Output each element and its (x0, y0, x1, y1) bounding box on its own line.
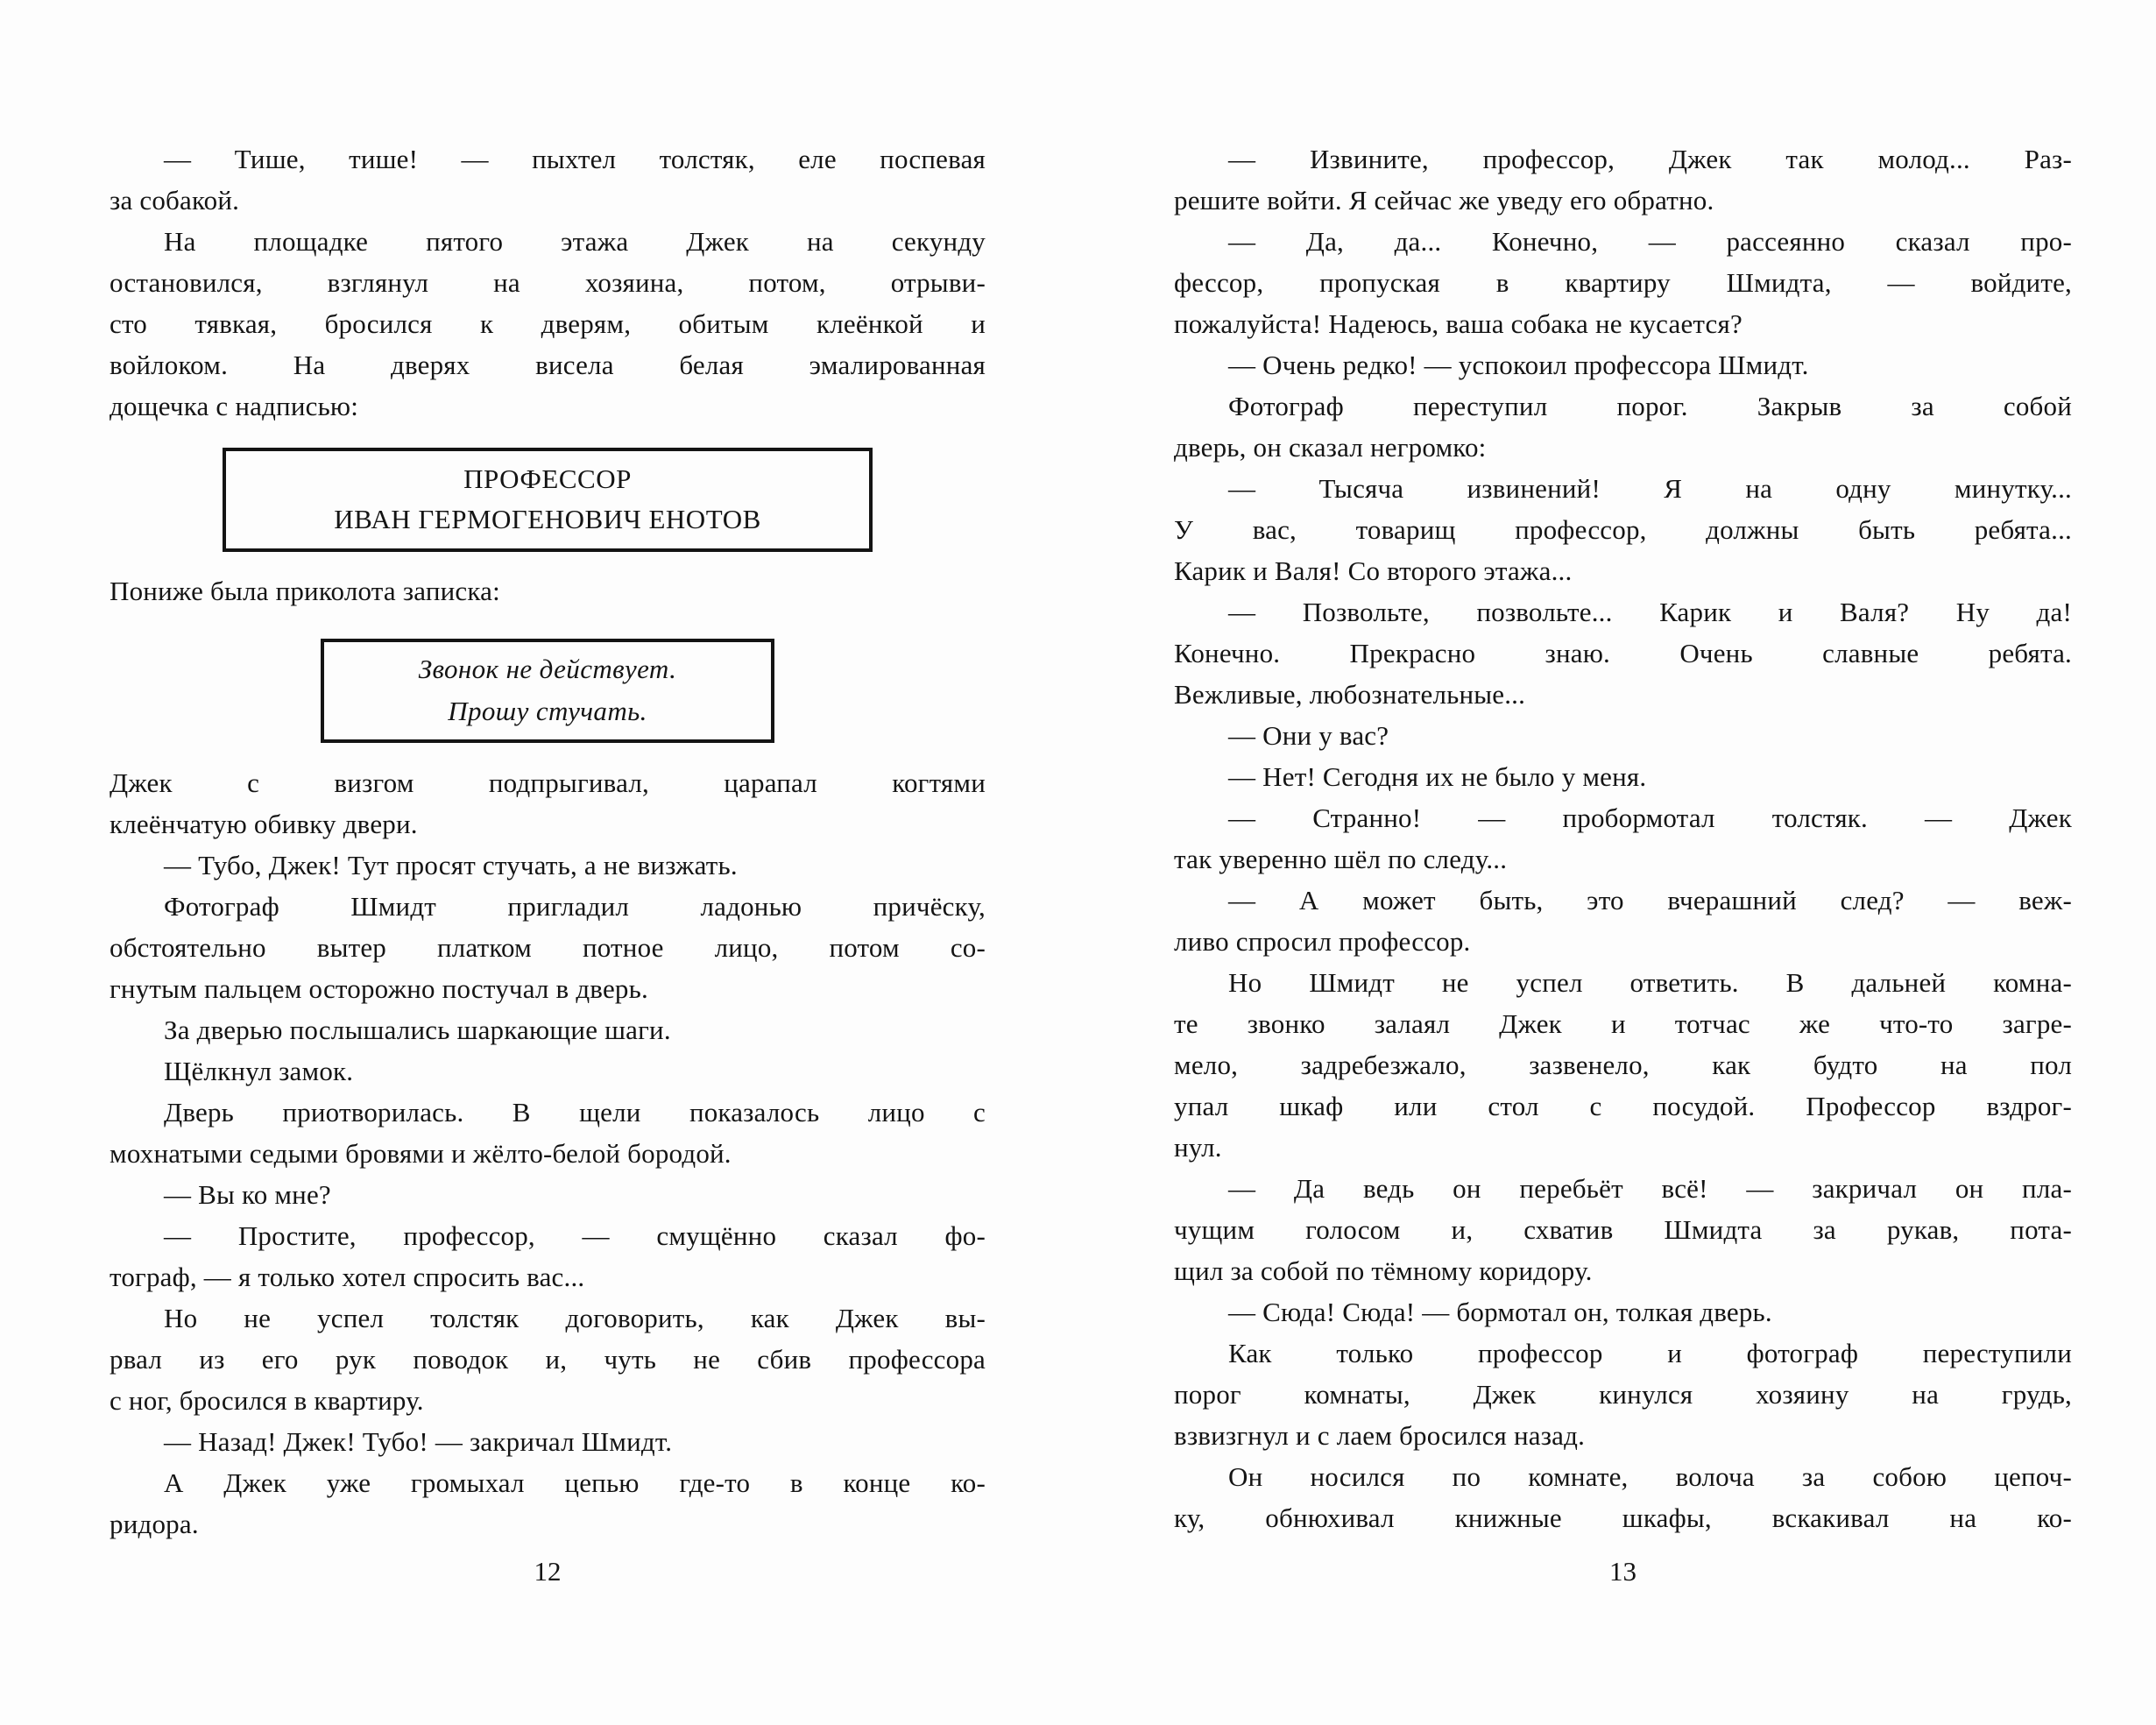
text-line: взвизгнул и с лаем бросился назад. (1174, 1420, 1586, 1451)
page-number-right: 13 (1609, 1556, 1636, 1587)
text-line: — А может быть, это вчерашний след? — веж- (1228, 885, 2072, 916)
door-note-line: Звонок не действует. (418, 654, 677, 684)
text-line: — Тубо, Джек! Тут просят стучать, а не визжать. (164, 850, 738, 880)
text-line: гнутым пальцем осторожно постучал в дверь. (110, 973, 648, 1004)
text-line: клеёнчатую обивку двери. (110, 809, 418, 839)
text-line: Он носился по комнате, волоча за собою цепоч- (1228, 1461, 2072, 1492)
page-left-text-column (110, 138, 986, 1545)
text-line: так уверенно шёл по следу... (1174, 844, 1508, 874)
text-line: упал шкаф или стол с посудой. Профессор вздрог- (1174, 1091, 2072, 1121)
text-line: Но не успел толстяк договорить, как Джек вы- (164, 1303, 986, 1333)
text-line: У вас, товарищ профессор, должны быть ребята... (1174, 514, 2072, 545)
text-line: обстоятельно вытер платком потное лицо, потом со- (110, 932, 986, 963)
text-line: тограф, — я только хотел спросить вас... (110, 1262, 585, 1292)
text-line: Вежливые, любознательные... (1174, 679, 1526, 710)
text-line: чущим голосом и, схватив Шмидта за рукав, пота- (1174, 1214, 2072, 1245)
text-line: — Сюда! Сюда! — бормотал он, толкая дверь. (1228, 1297, 1772, 1327)
text-line: — Тише, тише! — пыхтел толстяк, еле поспевая (164, 144, 986, 174)
text-line: Как только профессор и фотограф переступили (1228, 1338, 2072, 1368)
text-line: Конечно. Прекрасно знаю. Очень славные ребята. (1174, 638, 2072, 668)
text-line: — Вы ко мне? (164, 1179, 331, 1210)
text-line: рвал из его рук поводок и, чуть не сбив профессора (110, 1344, 986, 1375)
page-right (1174, 0, 2072, 1725)
text-line: за собакой. (110, 185, 240, 216)
text-line: щил за собой по тёмному коридору. (1174, 1255, 1593, 1286)
text-line: — Нет! Сегодня их не было у меня. (1228, 761, 1647, 792)
text-line: Но Шмидт не успел ответить. В дальней комна- (1228, 967, 2072, 998)
text-line: — Да, да... Конечно, — рассеянно сказал про- (1228, 226, 2072, 257)
text-line: мохнатыми седыми бровями и жёлто-белой бородой. (110, 1138, 732, 1169)
text-line: — Да ведь он перебьёт всё! — закричал он пла- (1228, 1173, 2072, 1204)
text-line: За дверью послышались шаркающие шаги. (164, 1014, 671, 1045)
door-plate-line: ПРОФЕССОР (463, 463, 632, 494)
text-line: сто тявкая, бросился к дверям, обитым клеёнкой и (110, 308, 986, 339)
text-line: те звонко залаял Джек и тотчас же что-то загре- (1174, 1008, 2072, 1039)
door-plate-line: ИВАН ГЕРМОГЕНОВИЧ ЕНОТОВ (334, 504, 761, 534)
text-line: мело, задребезжало, зазвенело, как будто на пол (1174, 1050, 2072, 1080)
page-right-text-column (1174, 138, 2072, 1538)
text-line: Фотограф Шмидт пригладил ладонью причёску, (164, 891, 986, 922)
text-line: Щёлкнул замок. (164, 1056, 354, 1086)
text-line: Фотограф переступил порог. Закрыв за собой (1228, 391, 2072, 421)
text-line: Дверь приотворилась. В щели показалось лицо с (164, 1097, 986, 1128)
text-line: На площадке пятого этажа Джек на секунду (164, 226, 986, 257)
text-line: Пониже была приколота записка: (110, 576, 500, 606)
text-line: — Странно! — пробормотал толстяк. — Джек (1228, 802, 2072, 833)
door-note-box (321, 639, 774, 743)
door-note-line: Прошу стучать. (448, 696, 647, 726)
page-left (110, 0, 986, 1725)
text-line: — Они у вас? (1228, 720, 1389, 751)
door-plate-box (223, 448, 873, 552)
text-line: ливо спросил профессор. (1174, 926, 1471, 957)
text-line: — Позвольте, позвольте... Карик и Валя? Ну да! (1228, 597, 2072, 627)
text-line: с ног, бросился в квартиру. (110, 1385, 424, 1416)
page-number-left: 12 (534, 1556, 562, 1587)
text-line: Карик и Валя! Со второго этажа... (1174, 555, 1573, 586)
text-line: А Джек уже громыхал цепью где-то в конце ко- (164, 1467, 986, 1498)
text-line: — Извините, профессор, Джек так молод... Раз- (1228, 144, 2072, 174)
text-line: решите войти. Я сейчас же уведу его обратно. (1174, 185, 1714, 216)
text-line: войлоком. На дверях висела белая эмалированная (110, 350, 986, 380)
text-line: дощечка с надписью: (110, 391, 359, 421)
text-line: порог комнаты, Джек кинулся хозяину на грудь, (1174, 1379, 2072, 1410)
text-line: фессор, пропуская в квартиру Шмидта, — войдите, (1174, 267, 2072, 298)
text-line: ридора. (110, 1509, 199, 1539)
text-line: ку, обнюхивал книжные шкафы, вскакивал на ко- (1174, 1502, 2072, 1533)
text-line: дверь, он сказал негромко: (1174, 432, 1487, 463)
text-line: — Назад! Джек! Тубо! — закричал Шмидт. (164, 1426, 673, 1457)
text-line: Джек с визгом подпрыгивал, царапал когтями (110, 767, 986, 798)
text-line: — Очень редко! — успокоил профессора Шмидт. (1228, 350, 1809, 380)
text-line: нул. (1174, 1132, 1222, 1163)
text-line: — Простите, профессор, — смущённо сказал фо- (164, 1220, 986, 1251)
text-line: остановился, взглянул на хозяина, потом, отрыви- (110, 267, 986, 298)
text-line: — Тысяча извинений! Я на одну минутку... (1228, 473, 2072, 504)
text-line: пожалуйста! Надеюсь, ваша собака не кусается? (1174, 308, 1742, 339)
